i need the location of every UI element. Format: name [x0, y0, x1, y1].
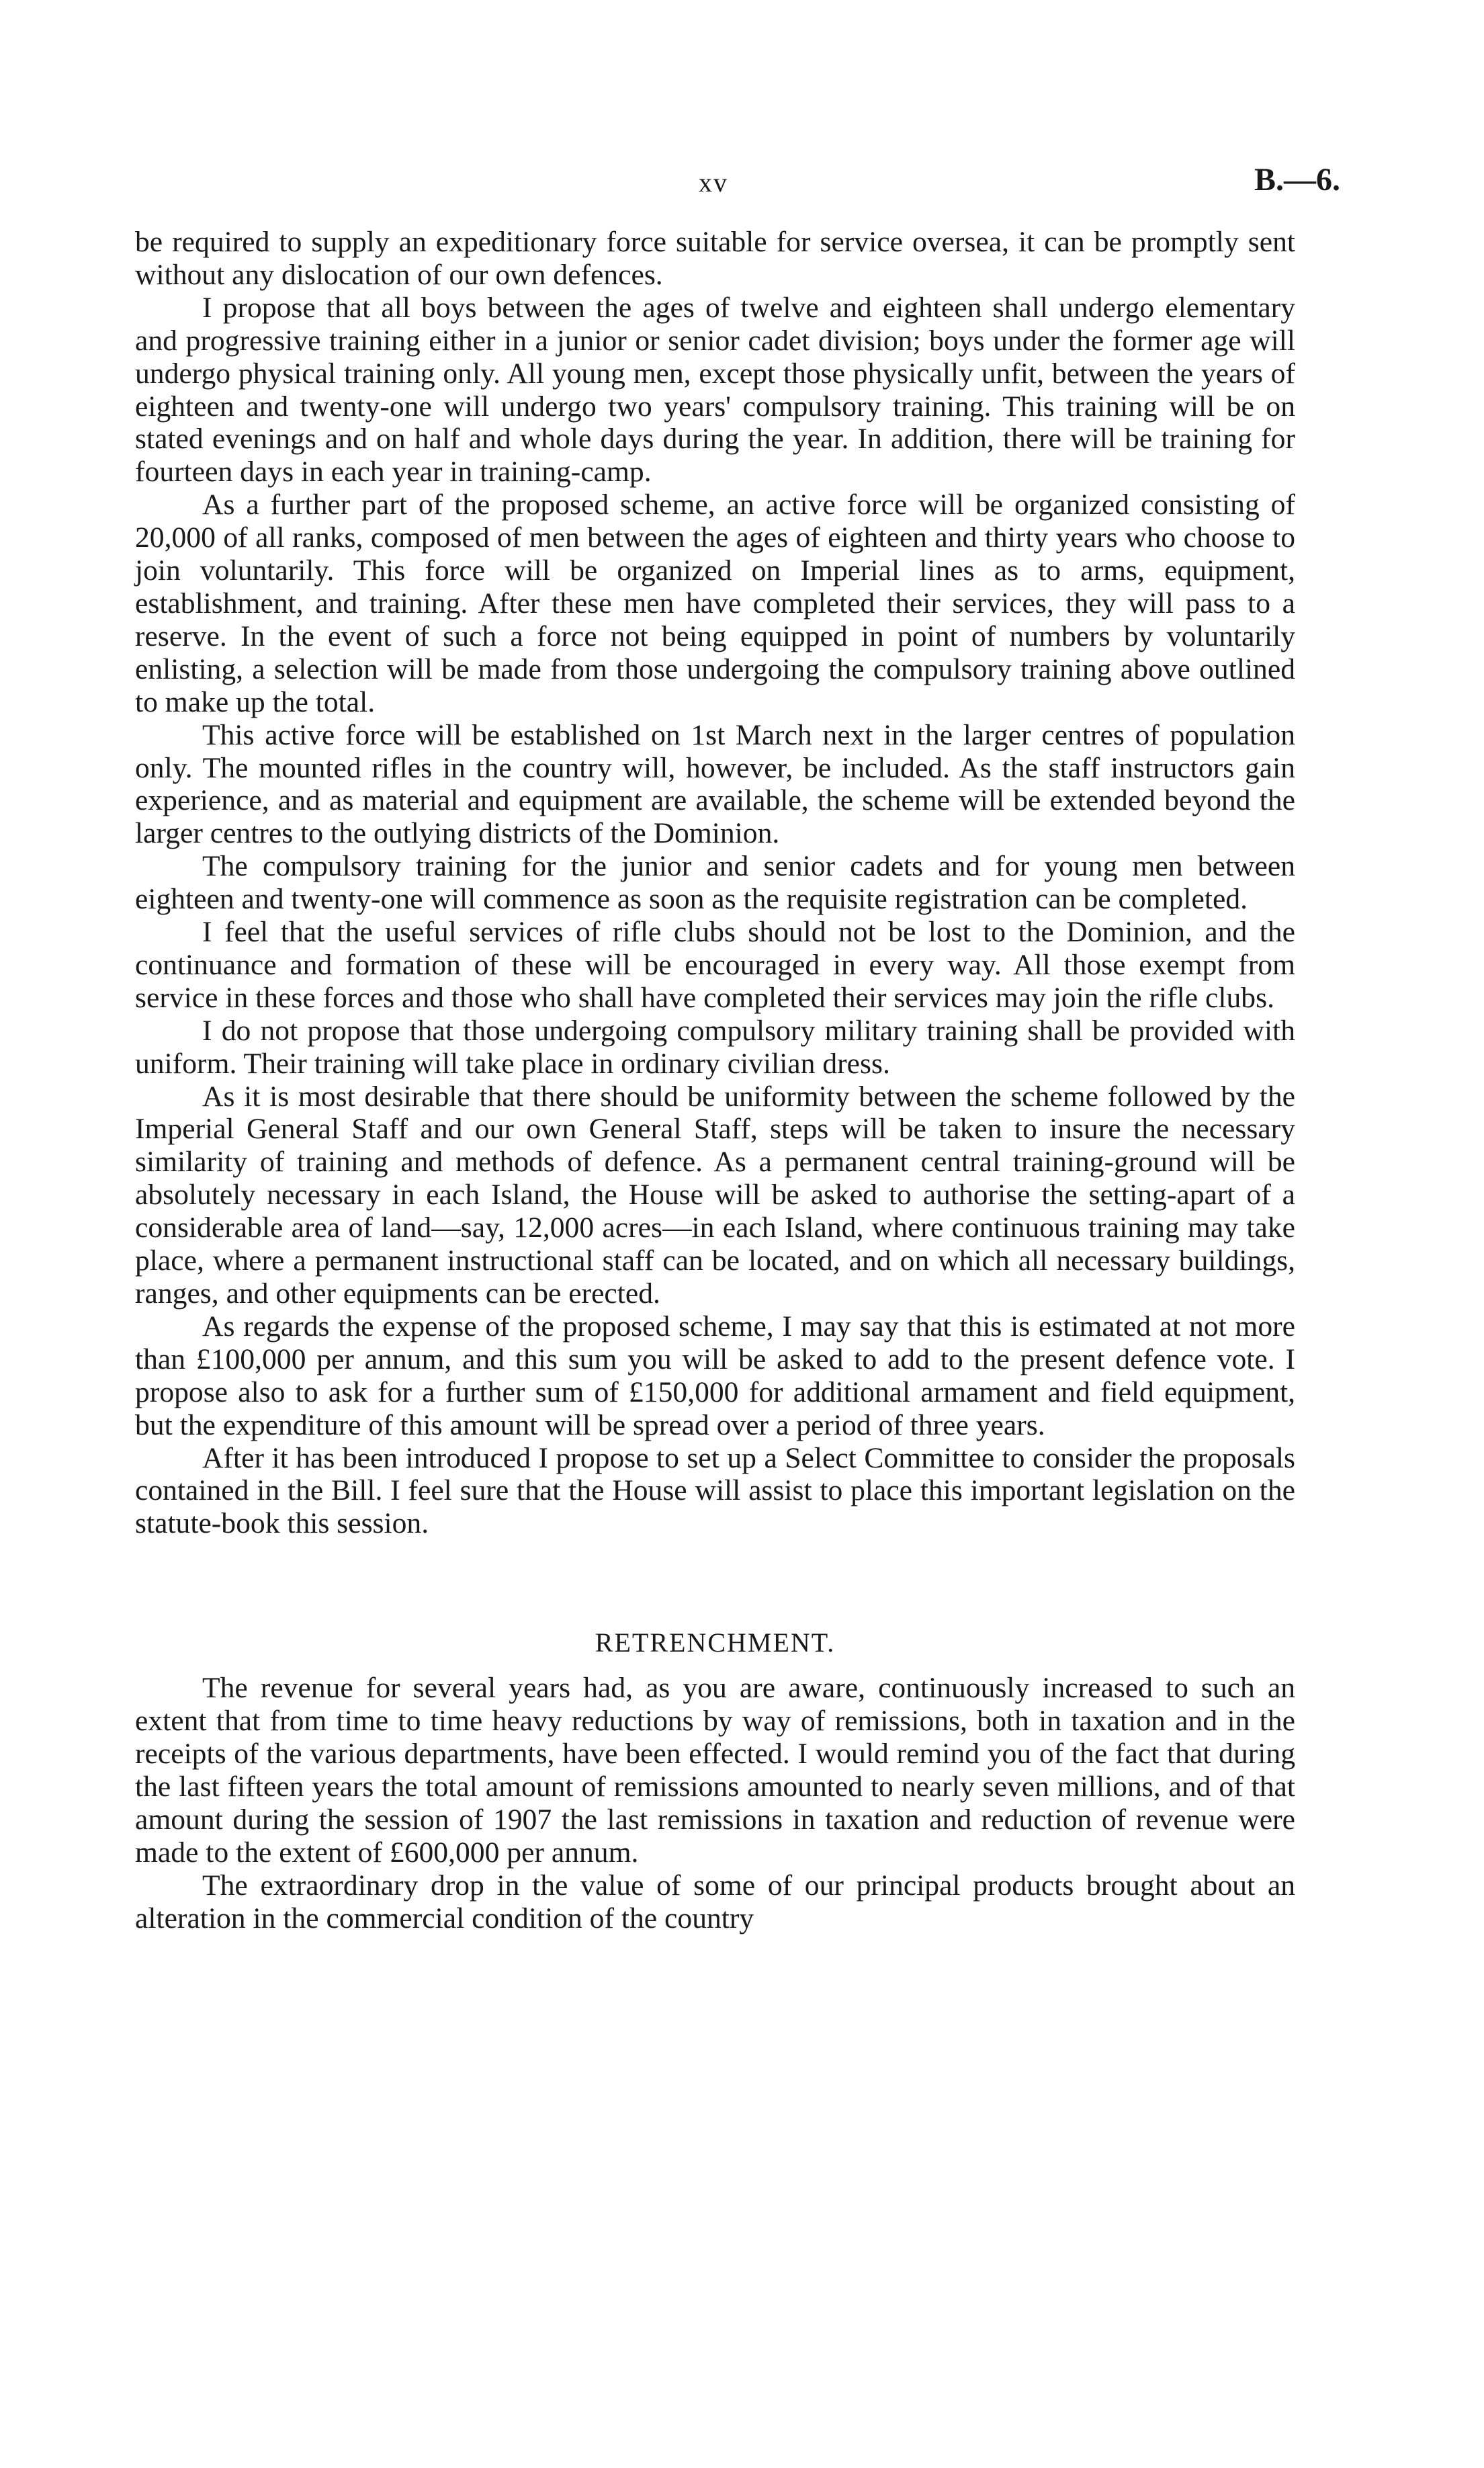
body-text — [135, 226, 1295, 1934]
paragraph: After it has been introduced I propose to set up a Select Committee to consider the proposals contained in the Bill. I feel sure that the House will assist to place this important legislation on the statute-book this session. — [135, 1441, 1295, 1540]
paragraph: As regards the expense of the proposed scheme, I may say that this is estimated at not more than £100,000 per annum, and this sum you will be asked to add to the present defence vote. I propose also to ask for a further sum of £150,000 for additional armament and field equipment, but the expenditure of this amount will be spread over a period of three years. — [135, 1310, 1295, 1441]
paragraph: I feel that the useful services of rifle clubs should not be lost to the Dominion, and the continuance and formation of these will be encouraged in every way. All those exempt from service in these forces and those who shall have completed their services may join the rifle clubs. — [135, 916, 1295, 1014]
paragraph: The extraordinary drop in the value of some of our principal products brought about an alteration in the commercial condition of the country — [135, 1869, 1295, 1934]
paragraph: I propose that all boys between the ages of twelve and eighteen shall undergo elementary and progressive training either in a junior or senior cadet division; boys under the former age will undergo physical training only. All young men, except those physically unfit, between the years of eighteen and twenty-one will undergo two years' compulsory training. This training will be on stated evenings and on half and whole days during the year. In addition, there will be training for fourteen days in each year in training-camp. — [135, 291, 1295, 488]
paragraph: be required to supply an expeditionary force suitable for service oversea, it can be promptly sent without any dislocation of our own defences. — [135, 226, 1295, 291]
paragraph: As a further part of the proposed scheme, an active force will be organized consisting of 20,000 of all ranks, composed of men between the ages of eighteen and thirty years who choose to join voluntarily. This force will be organized on Imperial lines as to arms, equipment, establishment, and training. After these men have completed their services, they will pass to a reserve. In the event of such a force not being equipped in point of numbers by voluntarily enlisting, a selection will be made from those undergoing the compulsory training above outlined to make up the total. — [135, 488, 1295, 718]
paragraph: I do not propose that those undergoing compulsory military training shall be provided with uniform. Their training will take place in ordinary civilian dress. — [135, 1014, 1295, 1080]
page-reference: B.—6. — [1254, 162, 1340, 198]
paragraph: This active force will be established on 1st March next in the larger centres of population only. The mounted rifles in the country will, however, be included. As the staff instructors gain experience, and as material and equipment are available, the scheme will be extended beyond the larger centres to the outlying districts of the Dominion. — [135, 718, 1295, 850]
paragraph: The compulsory training for the junior and senior cadets and for young men between eighteen and twenty-one will commence as soon as the requisite registration can be completed. — [135, 850, 1295, 916]
section-heading: RETRENCHMENT. — [595, 1627, 836, 1658]
paragraph: The revenue for several years had, as you are aware, continuously increased to such an extent that from time to time heavy reductions by way of remissions, both in taxation and in the receipts of the various departments, have been effected. I would remind you of the fact that during the last fifteen years the total amount of remissions amounted to nearly seven millions, and of that amount during the session of 1907 the last remissions in taxation and reduction of revenue were made to the extent of £600,000 per annum. — [135, 1672, 1295, 1869]
page-number: xv — [699, 167, 728, 198]
paragraph: As it is most desirable that there should be uniformity between the scheme followed by the Imperial General Staff and our own General Staff, steps will be taken to insure the necessary similarity of training and methods of defence. As a permanent central training-ground will be absolutely necessary in each Island, the House will be asked to authorise the setting-apart of a considerable area of land—say, 12,000 acres—in each Island, where continuous training may take place, where a permanent instructional staff can be located, and on which all necessary buildings, ranges, and other equipments can be erected. — [135, 1080, 1295, 1310]
